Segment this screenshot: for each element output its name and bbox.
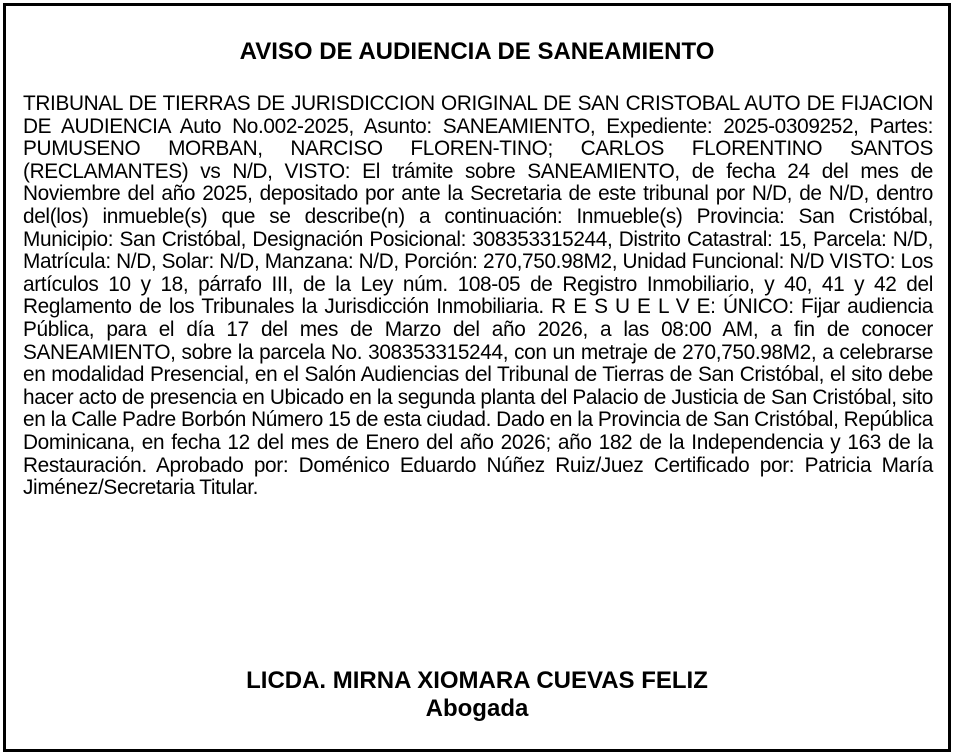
notice-body: TRIBUNAL DE TIERRAS DE JURISDICCION ORIGINAL DE SAN CRISTOBAL AUTO DE FIJACION DE AUDIENCIA Auto No.002-2025, Asunto: SANEAMIENTO, Expediente: 2025-0309252, Partes: PUMUSENO MORBAN, NARCISO FLOREN-TINO; CARLOS FLORENTINO SANTOS (RECLAMANTES) vs N/D, VISTO: El trámite sobre SANEAMIENTO, de fecha 24 del mes de Noviembre del año 2025, depositado por ante la Secretaria de este tribunal por N/D, de N/D, dentro del(los) inmueble(s) que se describe(n) a continuación: Inmueble(s) Provincia: San Cristóbal, Municipio: San Cristóbal, Designación Posicional: 308353315244, Distrito Catastral: 15, Parcela: N/D, Matrícula: N/D, Solar: N/D, Manzana: N/D, Porción: 270,750.98M2, Unidad Funcional: N/D VISTO: Los artículos 10 y 18, párrafo III, de la Ley núm. 108-05 de Registro Inmobiliario, y 40, 41 y 42 del Reglamento de los Tribunales la Jurisdicción Inmobiliaria. R E S U E L V E: ÚNICO: Fijar audiencia Pública, para el día 17 del mes de Marzo del año 2026, a las 08:00 AM, a fin de conocer SANEAMIENTO, sobre la parcela No. 308353315244, con un metraje de 270,750.98M2, a celebrarse en modalidad Presencial, en el Salón Audiencias del Tribunal de Tierras de San Cristóbal, el sito debe hacer acto de presencia en Ubicado en la segunda planta del Palacio de Justicia de San Cristóbal, sito en la Calle Padre Borbón Número 15 de esta ciudad. Dado en la Provincia de San Cristóbal, República Dominicana, en fecha 12 del mes de Enero del año 2026; año 182 de la Independencia y 163 de la Restauración. Aprobado por: Doménico Eduardo Núñez Ruiz/Juez Certificado por: Patricia María Jiménez/Secretaria Titular. xyxy=(23,92,933,500)
notice-title: AVISO DE AUDIENCIA DE SANEAMIENTO xyxy=(239,38,715,65)
signature-name: LICDA. MIRNA XIOMARA CUEVAS FELIZ xyxy=(246,667,708,694)
notice-frame xyxy=(3,3,951,752)
signature-role: Abogada xyxy=(425,695,529,722)
